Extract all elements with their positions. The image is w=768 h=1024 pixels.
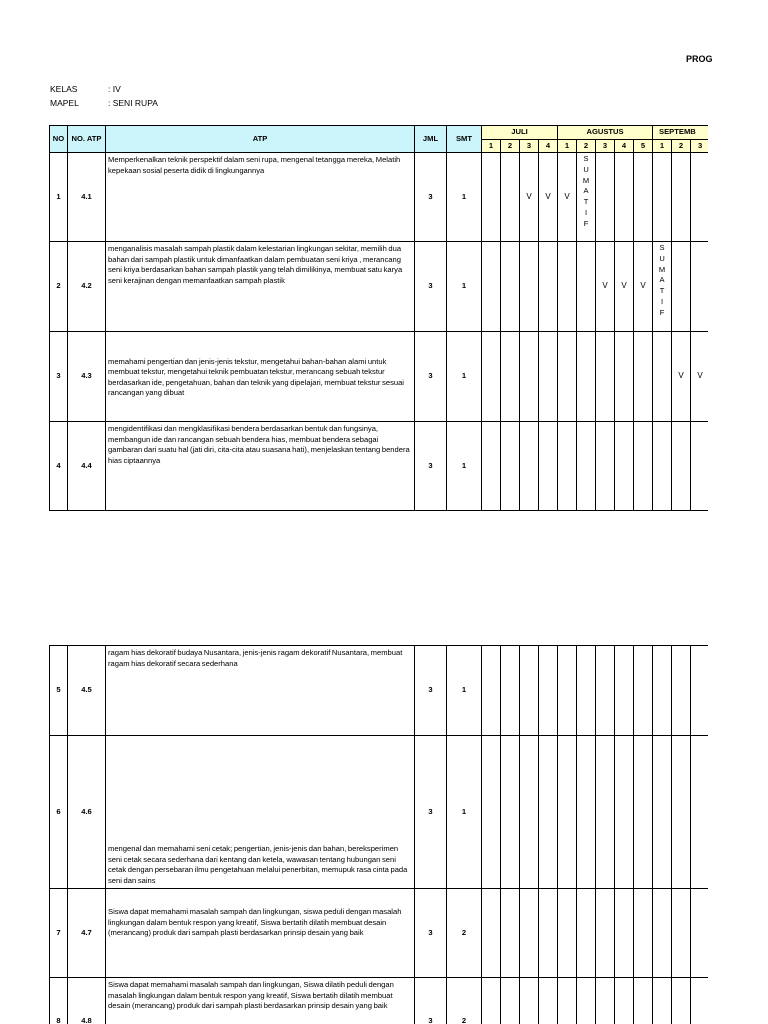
row-smt: 1 [447,422,482,511]
row-atp-no: 4.1 [68,153,106,242]
row-atp-no: 4.3 [68,332,106,422]
table-row [50,889,709,978]
kelas-label: KELAS [50,84,78,94]
mark-cell: V [520,153,539,242]
row-no: 5 [50,646,68,736]
table-row [50,736,709,889]
week-header: 4 [615,140,634,153]
header-jml: JML [415,126,447,153]
table-row [50,978,709,1024]
row-jml: 3 [415,242,447,332]
header-atp: ATP [106,126,415,153]
table-row [50,646,709,736]
header-smt: SMT [447,126,482,153]
sumatif-label: S U M A T I F [577,153,596,242]
week-header: 3 [520,140,539,153]
row-no: 8 [50,978,68,1024]
row-jml: 3 [415,736,447,889]
mark-cell: V [634,242,653,332]
row-jml: 3 [415,422,447,511]
row-smt: 1 [447,332,482,422]
row-smt: 1 [447,153,482,242]
week-header: 2 [672,140,691,153]
table-row [50,242,709,332]
row-jml: 3 [415,978,447,1024]
week-header: 1 [653,140,672,153]
row-atp-no: 4.5 [68,646,106,736]
schedule-table-page2 [49,645,708,1024]
month-header: SEPTEMB [653,126,708,140]
mapel-label: MAPEL [50,98,79,108]
month-header: AGUSTUS [558,126,653,140]
mark-cell: V [558,153,577,242]
row-no: 6 [50,736,68,889]
week-header: 3 [691,140,708,153]
table-row [50,422,709,511]
document-title: PROG [686,54,713,64]
week-header: 3 [596,140,615,153]
row-jml: 3 [415,646,447,736]
week-header: 2 [577,140,596,153]
row-no: 3 [50,332,68,422]
week-header: 5 [634,140,653,153]
header-no-atp: NO. ATP [68,126,106,153]
row-jml: 3 [415,889,447,978]
row-no: 7 [50,889,68,978]
mark-cell: V [672,332,691,422]
row-atp-text: ragam hias dekoratif budaya Nusantara, jenis-jenis ragam dekoratif Nusantara, membuat ragam hias dekoratif secara sederhana [106,646,415,736]
row-atp-text: menganalisis masalah sampah plastik dalam kelestarian lingkungan sekitar, memilih dua bahan dari sampah plastik untuk dimanfaatkan dalam pembuatan seni kriya , merancang seni kriya berdasarkan bahan sampah plastik yang telah dimilikinya, membuat satu karya seni kerajinan dengan memanfaatkan sampah plastik [106,242,415,332]
table-row [50,153,709,242]
week-header: 4 [539,140,558,153]
row-jml: 3 [415,153,447,242]
row-no: 1 [50,153,68,242]
row-atp-text: mengidentifikasi dan mengklasifikasi bendera berdasarkan bentuk dan fungsinya, membangun ide dan rancangan sebuah bendera hias, membuat bendera sebagai gambaran dari suatu hal (jati diri, cita-cita atau suasana hati), menjelaskan tentang bendera hias ciptaannya [106,422,415,511]
row-atp-no: 4.4 [68,422,106,511]
mark-cell: V [615,242,634,332]
row-atp-text: Siswa dapat memahami masalah sampah dan lingkungan, Siswa dilatih peduli dengan masalah lingkungan dalam bentuk respon yang kreatif, Siswa bertatih dilatih membuat desain (merancang) produk dari sampah plasti berdasarkan prinsip desain yang baik [106,978,415,1024]
row-atp-no: 4.7 [68,889,106,978]
mapel-value: : SENI RUPA [108,98,158,108]
mark-cell: V [539,153,558,242]
row-no: 4 [50,422,68,511]
header-no: NO [50,126,68,153]
row-smt: 1 [447,242,482,332]
row-smt: 2 [447,889,482,978]
row-atp-no: 4.2 [68,242,106,332]
row-atp-no: 4.6 [68,736,106,889]
week-header: 1 [558,140,577,153]
week-header: 1 [482,140,501,153]
kelas-value: : IV [108,84,121,94]
row-no: 2 [50,242,68,332]
row-smt: 1 [447,646,482,736]
table-row [50,332,709,422]
row-atp-no: 4.8 [68,978,106,1024]
row-atp-text: Memperkenalkan teknik perspektif dalam seni rupa, mengenal tetangga mereka, Melatih kepekaan sosial peserta didik di lingkungannya [106,153,415,242]
row-atp-text: memahami pengertian dan jenis-jenis tekstur, mengetahui bahan-bahan alami untuk membuat tekstur, mengetahui teknik pembuatan tekstur, merancang sebuah tekstur berdasarkan ide, pengetahuan, bahan dan teknik yang dipelajari, membuat tekstur sesuai rancangan yang dibuat [106,332,415,422]
row-jml: 3 [415,332,447,422]
mark-cell: V [691,332,708,422]
row-smt: 1 [447,736,482,889]
row-smt: 2 [447,978,482,1024]
mark-cell: V [596,242,615,332]
row-atp-text: Siswa dapat memahami masalah sampah dan lingkungan, siswa peduli dengan masalah lingkungan dalam bentuk respon yang kreatif, Siswa bertatih dilatih membuat desain (merancang) produk dari sampah plasti berdasarkan prinsip desain yang baik [106,889,415,978]
week-header: 2 [501,140,520,153]
sumatif-label: S U M A T I F [653,242,672,332]
row-atp-text: mengenal dan memahami seni cetak; pengertian, jenis-jenis dan bahan, bereksperimen seni cetak secara sederhana dari kentang dan ketela, wawasan tentang hubungan seni cetak dengan persebaran ilmu pengetahuan melalui penerbitan, memupuk rasa cinta pada seni dan sains [106,736,415,889]
month-header: JULI [482,126,558,140]
schedule-table-page1 [49,125,708,511]
